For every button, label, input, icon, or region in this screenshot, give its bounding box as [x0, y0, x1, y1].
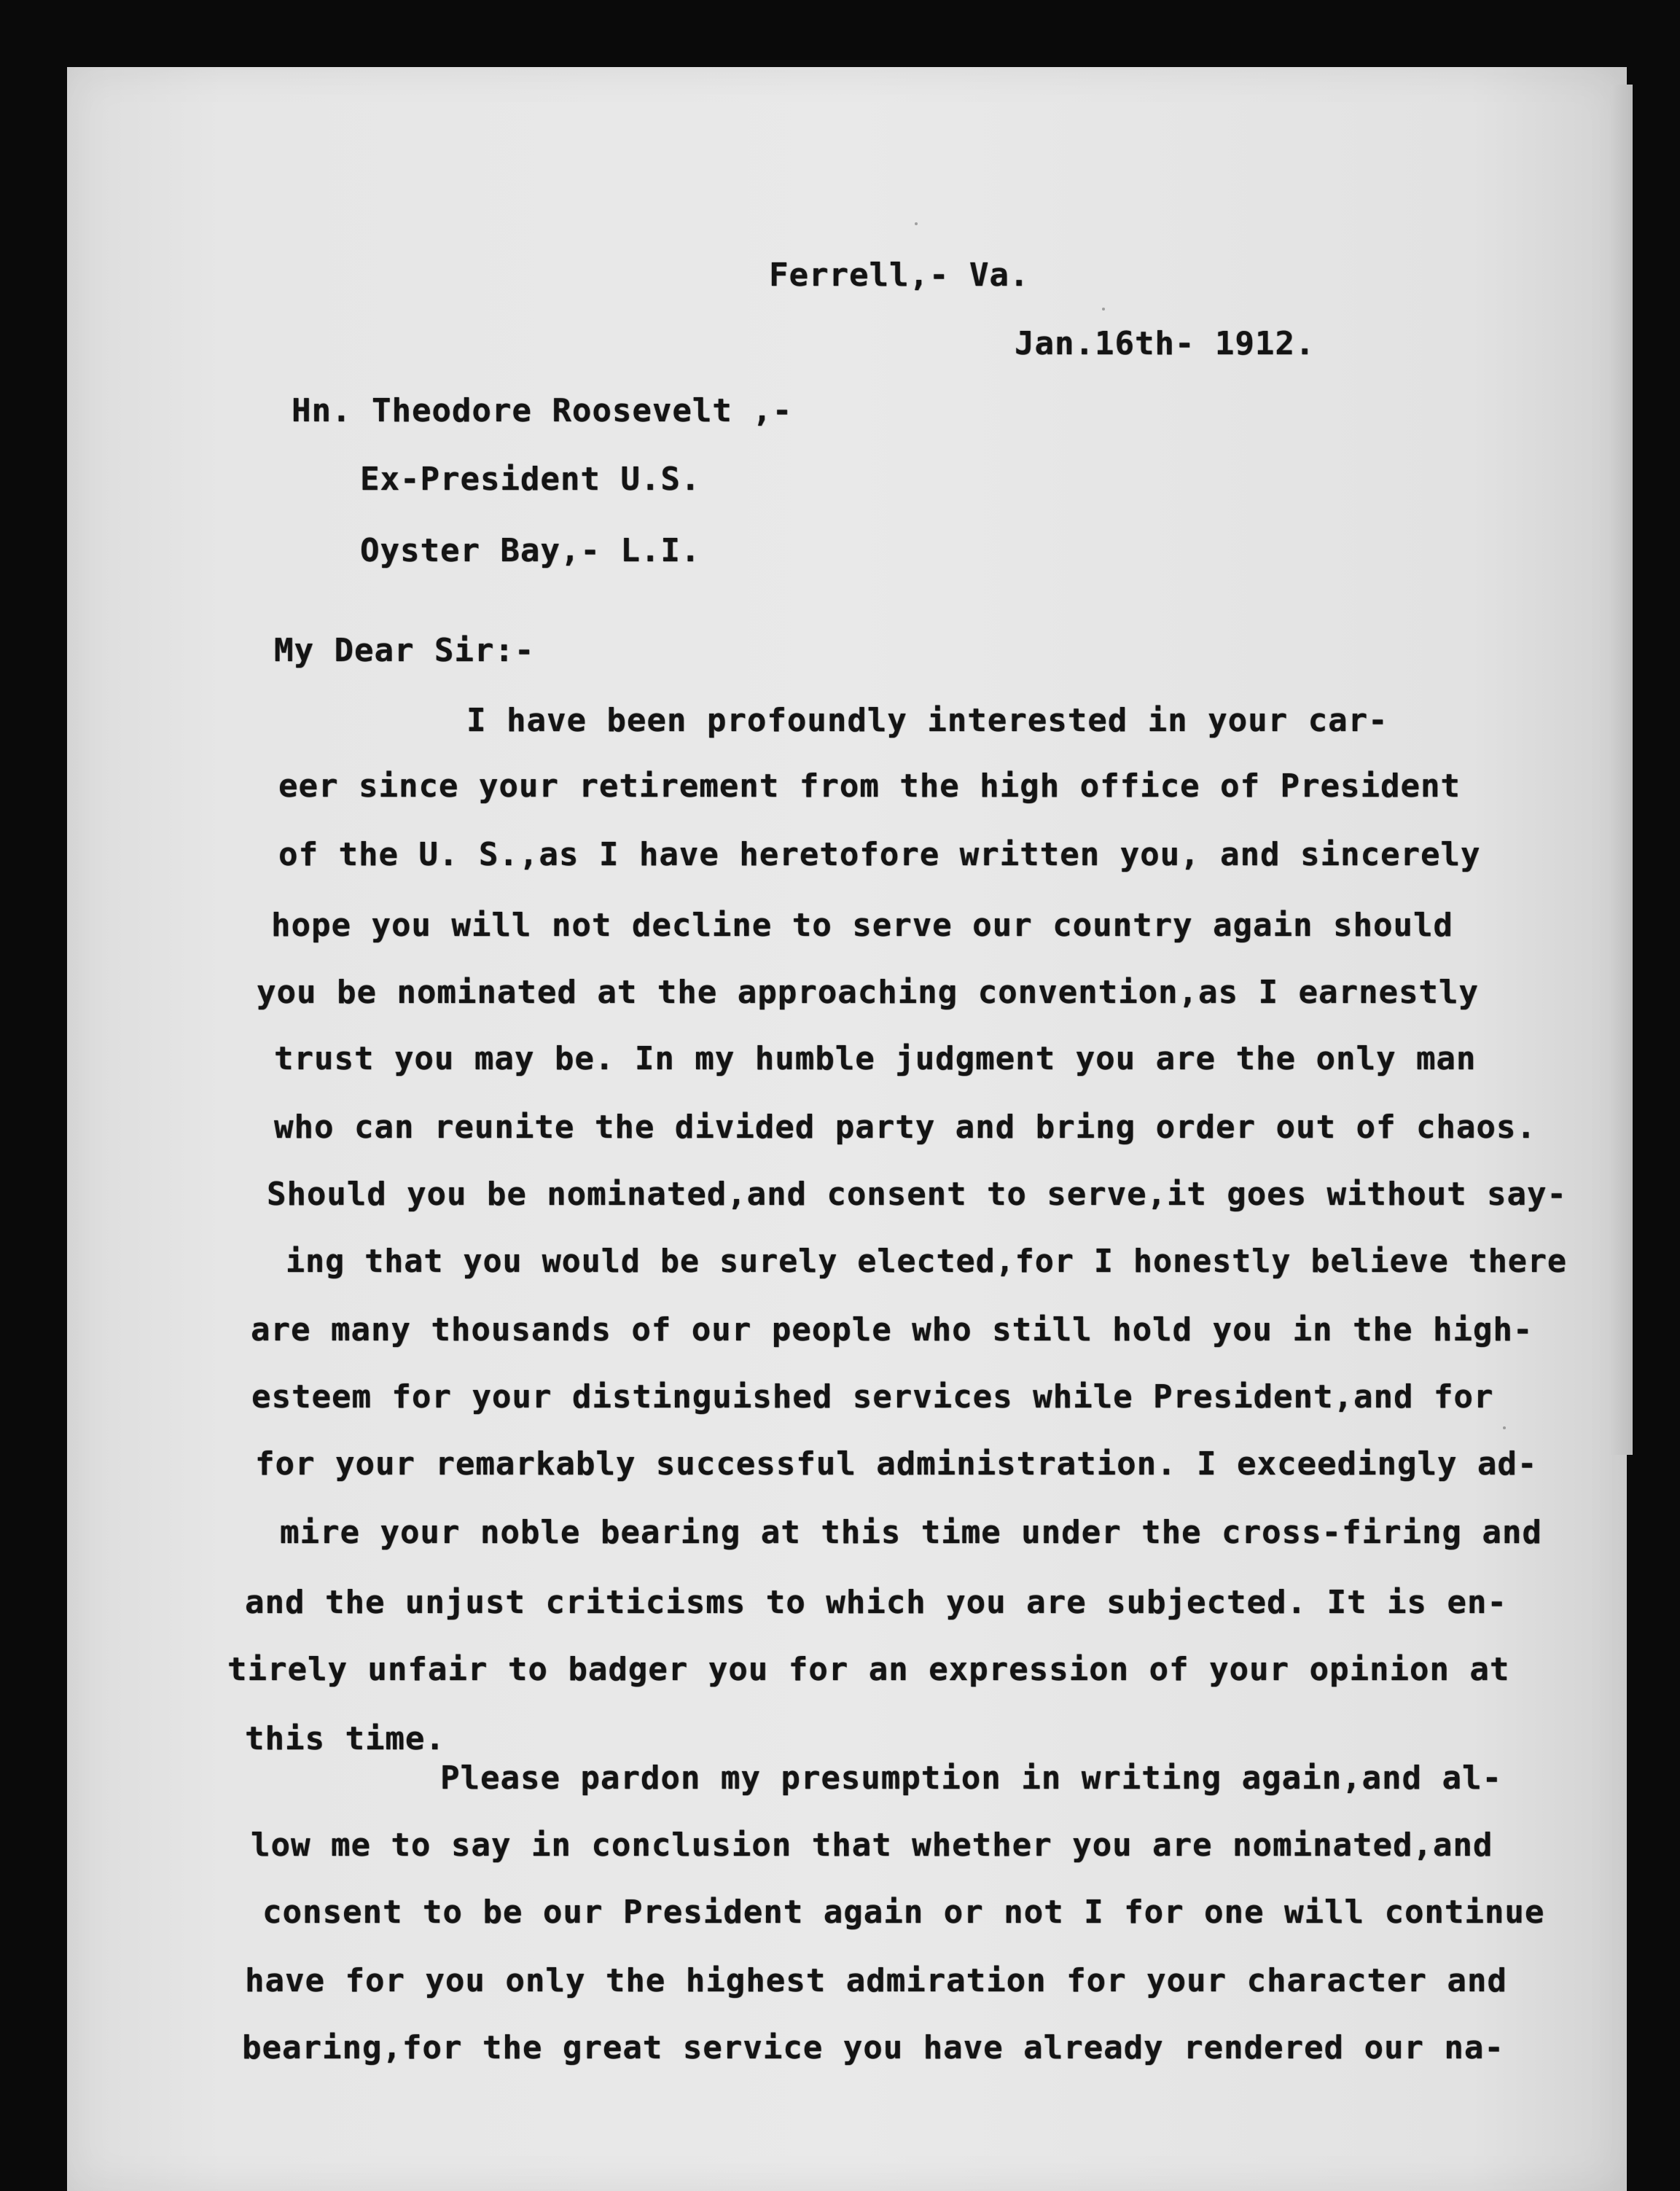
- body-line: bearing,for the great service you have already rendered our na-: [242, 2029, 1504, 2066]
- ink-speck: [915, 222, 918, 225]
- body-line: tirely unfair to badger you for an expression of your opinion at: [227, 1651, 1510, 1688]
- recipient-title: Ex-President U.S.: [360, 461, 701, 498]
- body-line: low me to say in conclusion that whether you are nominated,and: [251, 1827, 1493, 1864]
- body-line: trust you may be. In my humble judgment you are the only man: [274, 1040, 1477, 1077]
- ink-speck: [1102, 308, 1105, 311]
- body-line: hope you will not decline to serve our country again should: [271, 907, 1453, 944]
- ink-speck: [1503, 1426, 1506, 1429]
- paper-edge: [1611, 85, 1633, 1455]
- body-line: who can reunite the divided party and bring order out of chaos.: [274, 1109, 1536, 1146]
- body-line: Should you be nominated,and consent to serve,it goes without say-: [267, 1176, 1567, 1213]
- body-line: are many thousands of our people who still hold you in the high-: [251, 1311, 1534, 1348]
- letter-date: Jan.16th- 1912.: [1015, 325, 1316, 362]
- body-line: consent to be our President again or not I for one will continue: [262, 1894, 1545, 1931]
- salutation: My Dear Sir:-: [274, 632, 535, 669]
- body-line: of the U. S.,as I have heretofore written you, and sincerely: [278, 836, 1481, 873]
- body-line: esteem for your distinguished services while President,and for: [251, 1378, 1494, 1415]
- body-line: I have been profoundly interested in your car-: [466, 702, 1388, 739]
- body-line: ing that you would be surely elected,for I honestly believe there: [286, 1243, 1567, 1280]
- body-line: and the unjust criticisms to which you are subjected. It is en-: [245, 1584, 1507, 1621]
- body-line: Please pardon my presumption in writing again,and al-: [440, 1760, 1502, 1797]
- recipient-name: Hn. Theodore Roosevelt ,-: [292, 392, 793, 429]
- body-line: have for you only the highest admiration for your character and: [245, 1962, 1507, 1999]
- body-line: you be nominated at the approaching convention,as I earnestly: [257, 974, 1479, 1011]
- body-line: for your remarkably successful administration. I exceedingly ad-: [255, 1445, 1538, 1483]
- body-line: eer since your retirement from the high office of President: [278, 768, 1461, 805]
- body-line: mire your noble bearing at this time under the cross-firing and: [280, 1514, 1542, 1551]
- recipient-location: Oyster Bay,- L.I.: [360, 532, 701, 569]
- letter-place: Ferrell,- Va.: [769, 257, 1030, 294]
- body-line: this time.: [245, 1720, 445, 1757]
